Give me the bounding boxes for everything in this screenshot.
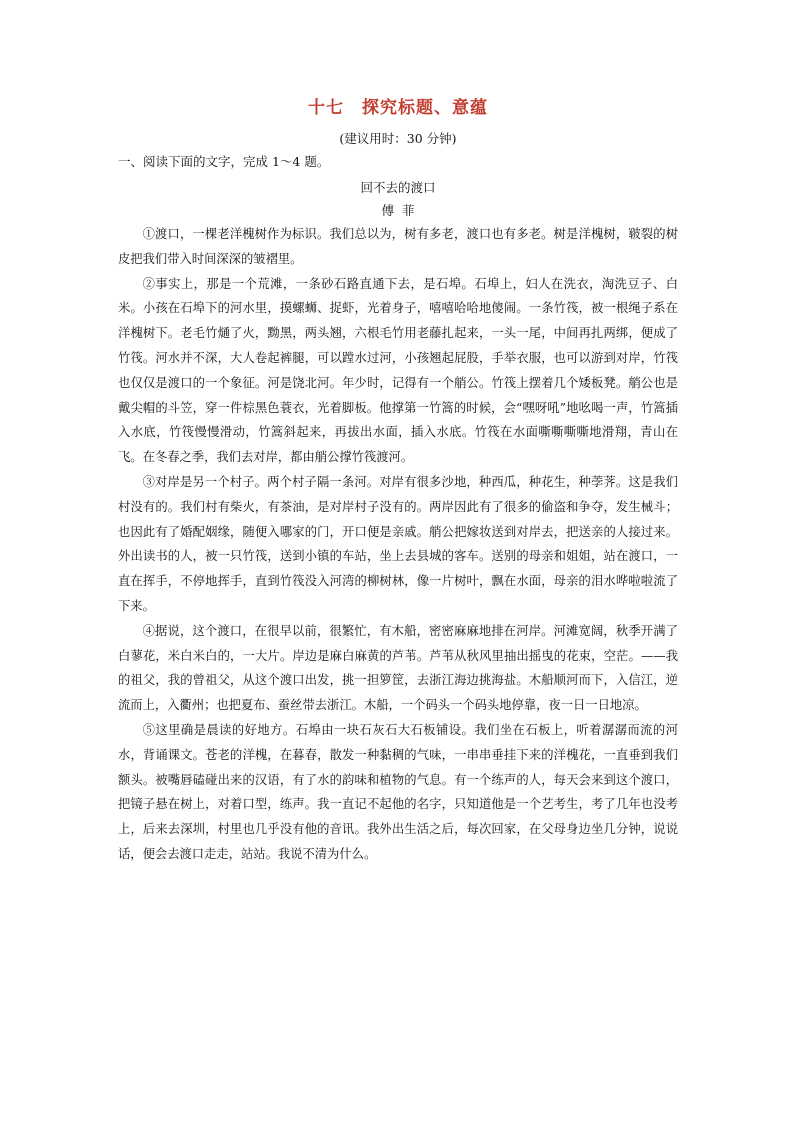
paragraph-3: ③对岸是另一个村子。两个村子隔一条河。对岸有很多沙地，种西瓜，种花生，种荸荠。这是我们村没有的。我们村有柴火，有茶油，是对岸村子没有的。两岸因此有了很多的偷盗和争夺，发生械斗；也因此有了婚配姻缘，随便入哪家的门，开口便是亲戚。艄公把嫁妆送到对岸去，把送亲的人接过来。外出读书的人，被一只竹筏，送到小镇的车站，坐上去县城的客车。送别的母亲和姐姐，站在渡口，一直在挥手，不停地挥手，直到竹筏没入河湾的柳树林，像一片树叶，飘在水面，母亲的泪水哗啦啦流了下来。 <box>118 474 678 613</box>
paragraph-1: ①渡口，一棵老洋槐树作为标识。我们总以为，树有多老，渡口也有多老。树是洋槐树，皲裂的树皮把我们带入时间深深的皱褶里。 <box>118 227 678 266</box>
suggested-time: (建议用时：30 分钟) <box>339 131 457 146</box>
article-title: 回不去的渡口 <box>360 180 436 195</box>
paragraph-2: ②事实上，那是一个荒滩，一条砂石路直通下去，是石埠。石埠上，妇人在洗衣，淘洗豆子、白米。小孩在石埠下的河水里，摸螺蛳、捉虾，光着身子，嘻嘻哈哈地傻闹。一条竹筏，被一根绳子系在洋槐树下。老毛竹熥了火，黝黑，两头翘，六根毛竹用老藤扎起来，一头一尾，中间再扎两绑，便成了竹筏。河水并不深，大人卷起裤腿，可以蹚水过河，小孩翘起屁股，手举衣服，也可以游到对岸，竹筏也仅仅是渡口的一个象征。河是饶北河。年少时，记得有一个艄公。竹筏上摆着几个矮板凳。艄公也是戴尖帽的斗笠，穿一件棕黑色蓑衣，光着脚板。他撑第一竹篙的时候，会“嘿呀吼”地吆喝一声，竹篙插入水底，竹筏慢慢滑动，竹篙斜起来，再拔出水面，插入水底。竹筏在水面嘶嘶嘶嘶地滑翔，青山在飞。在冬春之季，我们去对岸，都由艄公撑竹筏渡河。 <box>118 276 678 465</box>
paragraph-5: ⑤这里确是晨读的好地方。石埠由一块石灰石大石板铺设。我们坐在石板上，听着潺潺而流的河水，背诵课文。苍老的洋槐，在暮春，散发一种黏稠的气味，一串串垂挂下来的洋槐花，一直垂到我们额头。被嘴唇磕碰出来的汉语，有了水的韵味和植物的气息。有一个练声的人，每天会来到这个渡口，把镜子悬在树上，对着口型，练声。我一直记不起他的名字，只知道他是一个艺考生，考了几年也没考上，后来去深圳，村里也几乎没有他的音讯。我外出生活之后，每次回家，在父母身边坐几分钟，说说话，便会去渡口走走，站站。我说不清为什么。 <box>118 722 678 861</box>
article-author: 傅菲 <box>381 203 423 218</box>
article-body <box>118 222 678 867</box>
reading-instruction: 一、阅读下面的文字，完成 1～4 题。 <box>118 154 330 169</box>
page-title: 十七 探究标题、意蕴 <box>308 98 488 118</box>
paragraph-4: ④据说，这个渡口，在很早以前，很繁忙，有木船，密密麻麻地排在河岸。河滩宽阔，秋季开满了白蓼花，米白米白的，一大片。岸边是麻白麻黄的芦苇。芦苇从秋风里抽出摇曳的花束，空茫。——我的祖父，我的曾祖父，从这个渡口出发，挑一担箩筐，去浙江海边挑海盐。木船顺河而下，入信江，逆流而上，入衢州；也把夏布、蚕丝带去浙江。木船，一个码头一个码头地停靠，夜一日一日地凉。 <box>118 623 678 713</box>
document-page <box>118 94 678 867</box>
